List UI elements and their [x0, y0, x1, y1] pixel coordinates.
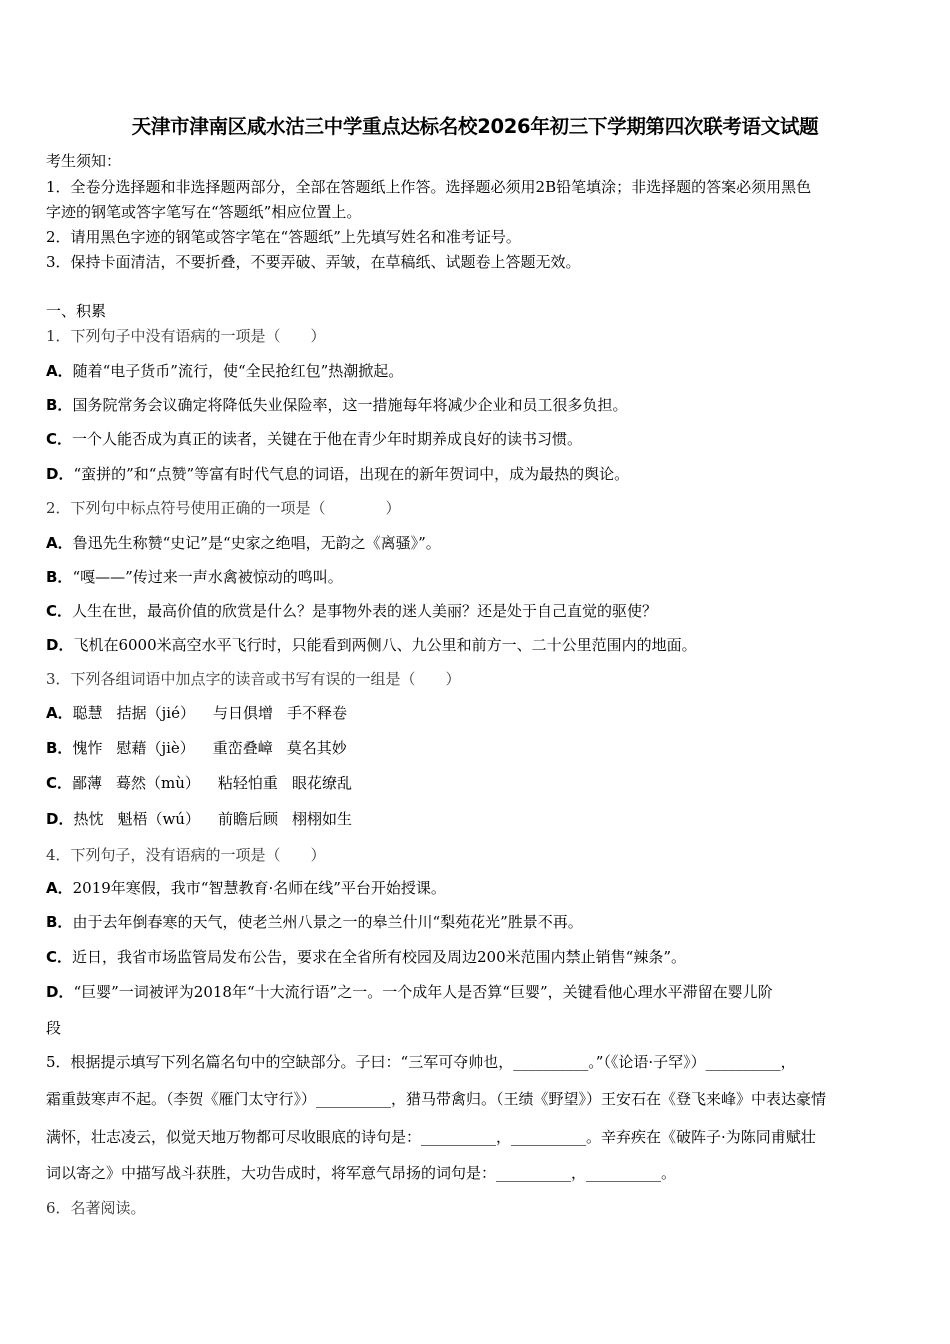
option-letter: D． — [46, 636, 74, 654]
q6-stem: 6．名著阅读。 — [46, 1199, 146, 1217]
page-title: 天津市津南区咸水沽三中学重点达标名校2026年初三下学期第四次联考语文试题 — [131, 115, 819, 138]
option-letter: C． — [46, 602, 73, 620]
word: 热忱 — [73, 810, 104, 828]
option-row — [46, 703, 347, 723]
word: 聪慧 — [72, 704, 103, 722]
option-letter: C． — [46, 774, 73, 792]
q1-stem: 1．下列句子中没有语病的一项是（ ） — [46, 327, 326, 345]
q2-stem: 2．下列句中标点符号使用正确的一项是（ ） — [46, 499, 401, 517]
option-letter: D． — [46, 465, 74, 483]
option-continuation: 段 — [46, 1019, 62, 1037]
option-row — [46, 601, 657, 621]
word: 栩栩如生 — [292, 810, 353, 828]
word: 拮据（jié） — [116, 704, 195, 722]
q5-line: 霜重鼓寒声不起。（李贺《雁门太守行》）__________，猎马带禽归。（王绩《野望》）王安石在《登飞来峰》中表达豪情 — [46, 1090, 827, 1108]
q5-line: 词以寄之》中描写战斗获胜，大功告成时，将军意气昂扬的词句是：__________，__________。 — [46, 1164, 677, 1182]
word: 愧怍 — [72, 739, 103, 757]
notice-item: 3．保持卡面清洁，不要折叠，不要弄破、弄皱，在草稿纸、试题卷上答题无效。 — [46, 253, 581, 271]
word: 重峦叠嶂 — [212, 739, 273, 757]
option-text: 2019年寒假，我市“智慧教育·名师在线”平台开始授课。 — [72, 879, 446, 897]
option-letter: B． — [46, 739, 73, 757]
q5-line: 5．根据提示填写下列名篇名句中的空缺部分。子曰：“三军可夺帅也，__________。”（《论语·子罕》）__________， — [46, 1053, 796, 1071]
option-letter: C． — [46, 430, 73, 448]
option-row — [46, 533, 441, 553]
word: 手不释卷 — [286, 704, 347, 722]
option-text: 随着“电子货币”流行，使“全民抢红包”热潮掀起。 — [72, 362, 404, 380]
notice-item: 2．请用黑色字迹的钢笔或答字笔在“答题纸”上先填写姓名和准考证号。 — [46, 228, 521, 246]
option-text: 人生在世，最高价值的欣赏是什么？是事物外表的迷人美丽？还是处于自己直觉的驱使？ — [72, 602, 658, 620]
word: 粘轻怕重 — [217, 774, 278, 792]
option-text: 一个人能否成为真正的读者，关键在于他在青少年时期养成良好的读书习惯。 — [72, 430, 583, 448]
option-text: 鲁迅先生称赞“史记”是“史家之绝唱，无韵之《离骚》”。 — [72, 534, 441, 552]
question-stem — [46, 845, 326, 865]
q4-stem: 4．下列句子，没有语病的一项是（ ） — [46, 846, 326, 864]
question-stem — [46, 669, 461, 689]
section-heading: 一、积累 — [46, 302, 107, 320]
notice-item: 1．全卷分选择题和非选择题两部分，全部在答题纸上作答。选择题必须用2B铅笔填涂；非选择题的答案必须用黑色 — [46, 178, 812, 196]
option-letter: C． — [46, 948, 73, 966]
q5-line: 满怀，壮志凌云，似觉天地万物都可尽收眼底的诗句是：__________，__________。辛弃疾在《破阵子·为陈同甫赋壮 — [46, 1128, 816, 1146]
option-row — [46, 878, 446, 898]
option-letter: D． — [46, 810, 74, 828]
question-stem — [46, 1198, 146, 1218]
word: 鄙薄 — [72, 774, 103, 792]
option-letter: D． — [46, 983, 74, 1001]
option-letter: B． — [46, 913, 73, 931]
notice-heading: 考生须知： — [46, 152, 122, 170]
option-letter: A． — [46, 704, 73, 722]
option-row — [46, 947, 686, 967]
question-stem — [46, 326, 326, 346]
word: 前瞻后顾 — [217, 810, 278, 828]
option-text: “嘎——”传过来一声水禽被惊动的鸣叫。 — [72, 568, 343, 586]
question-stem — [46, 498, 401, 518]
option-text: “巨婴”一词被评为2018年“十大流行语”之一。一个成年人是否算“巨婴”，关键看他心理水平滞留在婴儿阶 — [73, 983, 773, 1001]
word: 与日俱增 — [212, 704, 273, 722]
option-text: “蛮拼的”和“点赞”等富有时代气息的词语，出现在的新年贺词中，成为最热的舆论。 — [73, 465, 630, 483]
option-text: 近日，我省市场监管局发布公告，要求在全省所有校园及周边200米范围内禁止销售“辣条”。 — [72, 948, 686, 966]
word: 魁梧（wú） — [117, 810, 200, 828]
option-letter: A． — [46, 534, 73, 552]
option-text: 国务院常务会议确定将降低失业保险率，这一措施每年将减少企业和员工很多负担。 — [72, 396, 628, 414]
option-row — [46, 464, 629, 484]
word: 莫名其妙 — [286, 739, 347, 757]
option-row — [46, 567, 343, 587]
notice-item: 字迹的钢笔或答字笔写在“答题纸”相应位置上。 — [46, 203, 362, 221]
option-row — [46, 635, 697, 655]
word: 慰藉（jiè） — [116, 739, 195, 757]
option-row — [46, 395, 627, 415]
option-letter: A． — [46, 362, 73, 380]
option-row — [46, 982, 773, 1002]
option-text: 飞机在6000米高空水平飞行时，只能看到两侧八、九公里和前方一、二十公里范围内的地面。 — [73, 636, 697, 654]
q3-stem: 3．下列各组词语中加点字的读音或书写有误的一组是（ ） — [46, 670, 461, 688]
option-text: 由于去年倒春寒的天气，使老兰州八景之一的皋兰什川“梨苑花光”胜景不再。 — [72, 913, 583, 931]
option-row — [46, 361, 403, 381]
option-row — [46, 429, 582, 449]
word: 眼花缭乱 — [291, 774, 352, 792]
option-row — [46, 738, 347, 758]
option-letter: B． — [46, 568, 73, 586]
option-row — [46, 912, 583, 932]
option-row — [46, 773, 352, 793]
option-letter: B． — [46, 396, 73, 414]
option-row — [46, 809, 352, 829]
word: 蓦然（mù） — [116, 774, 200, 792]
option-letter: A． — [46, 879, 73, 897]
